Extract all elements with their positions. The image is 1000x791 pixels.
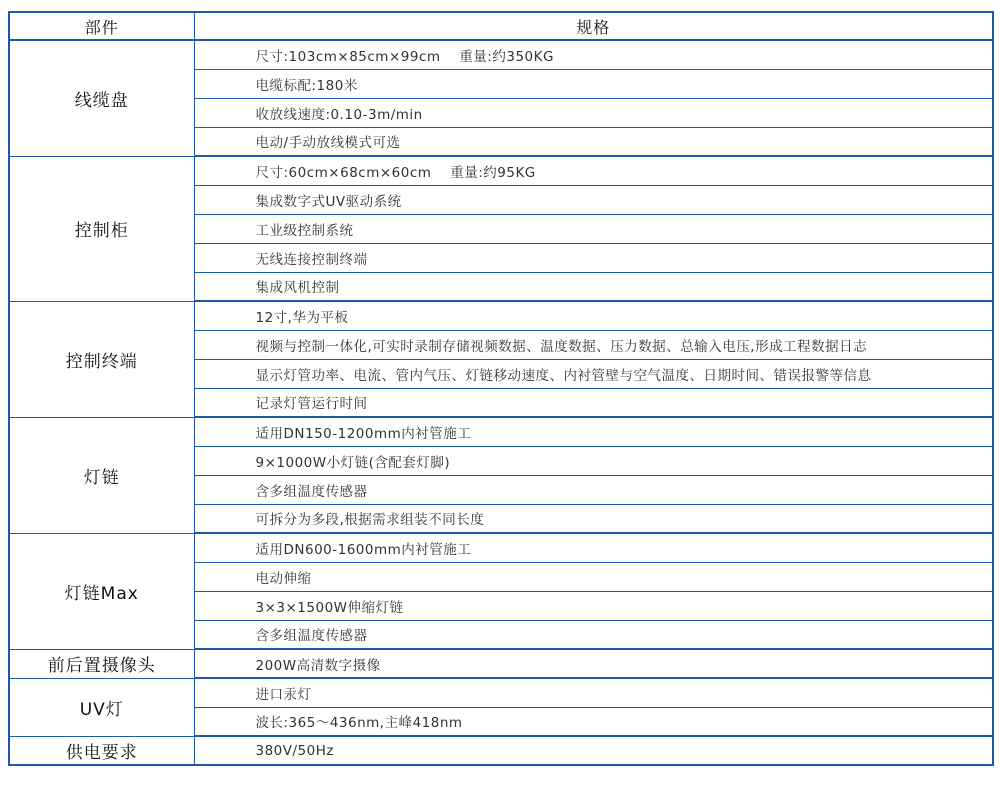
spec-cell: 380V/50Hz <box>194 736 993 765</box>
spec-cell: 集成数字式UV驱动系统 <box>194 185 993 214</box>
spec-cell: 无线连接控制终端 <box>194 243 993 272</box>
header-part: 部件 <box>9 12 194 40</box>
spec-cell: 适用DN150-1200mm内衬管施工 <box>194 417 993 446</box>
part-name-cell: 控制终端 <box>9 301 194 417</box>
table-row <box>9 417 993 446</box>
header-spec: 规格 <box>194 12 993 40</box>
spec-cell: 200W高清数字摄像 <box>194 649 993 678</box>
spec-table <box>8 11 994 766</box>
spec-cell: 收放线速度:0.10-3m/min <box>194 98 993 127</box>
spec-cell: 适用DN600-1600mm内衬管施工 <box>194 533 993 562</box>
spec-cell: 视频与控制一体化,可实时录制存储视频数据、温度数据、压力数据、总输入电压,形成工程数据日志 <box>194 330 993 359</box>
part-name-cell: UV灯 <box>9 678 194 736</box>
spec-cell: 显示灯管功率、电流、管内气压、灯链移动速度、内衬管壁与空气温度、日期时间、错误报警等信息 <box>194 359 993 388</box>
spec-cell: 集成风机控制 <box>194 272 993 301</box>
spec-cell: 尺寸:103cm×85cm×99cm 重量:约350KG <box>194 40 993 69</box>
spec-cell: 3×3×1500W伸缩灯链 <box>194 591 993 620</box>
spec-cell: 含多组温度传感器 <box>194 620 993 649</box>
spec-cell: 12寸,华为平板 <box>194 301 993 330</box>
table-row <box>9 736 993 765</box>
spec-cell: 电缆标配:180米 <box>194 69 993 98</box>
spec-cell: 电动/手动放线模式可选 <box>194 127 993 156</box>
table-row <box>9 40 993 69</box>
spec-cell: 电动伸缩 <box>194 562 993 591</box>
spec-cell: 尺寸:60cm×68cm×60cm 重量:约95KG <box>194 156 993 185</box>
table-header-row <box>9 12 993 40</box>
part-name-cell: 控制柜 <box>9 156 194 301</box>
spec-cell: 进口汞灯 <box>194 678 993 707</box>
table-row <box>9 301 993 330</box>
spec-cell: 含多组温度传感器 <box>194 475 993 504</box>
table-row <box>9 156 993 185</box>
spec-body <box>9 40 993 765</box>
table-row <box>9 533 993 562</box>
part-name-cell: 供电要求 <box>9 736 194 765</box>
part-name-cell: 线缆盘 <box>9 40 194 156</box>
table-row <box>9 649 993 678</box>
part-name-cell: 灯链Max <box>9 533 194 649</box>
spec-cell: 记录灯管运行时间 <box>194 388 993 417</box>
table-row <box>9 678 993 707</box>
spec-cell: 工业级控制系统 <box>194 214 993 243</box>
spec-cell: 9×1000W小灯链(含配套灯脚) <box>194 446 993 475</box>
spec-cell: 波长:365～436nm,主峰418nm <box>194 707 993 736</box>
part-name-cell: 灯链 <box>9 417 194 533</box>
spec-cell: 可拆分为多段,根据需求组装不同长度 <box>194 504 993 533</box>
part-name-cell: 前后置摄像头 <box>9 649 194 678</box>
